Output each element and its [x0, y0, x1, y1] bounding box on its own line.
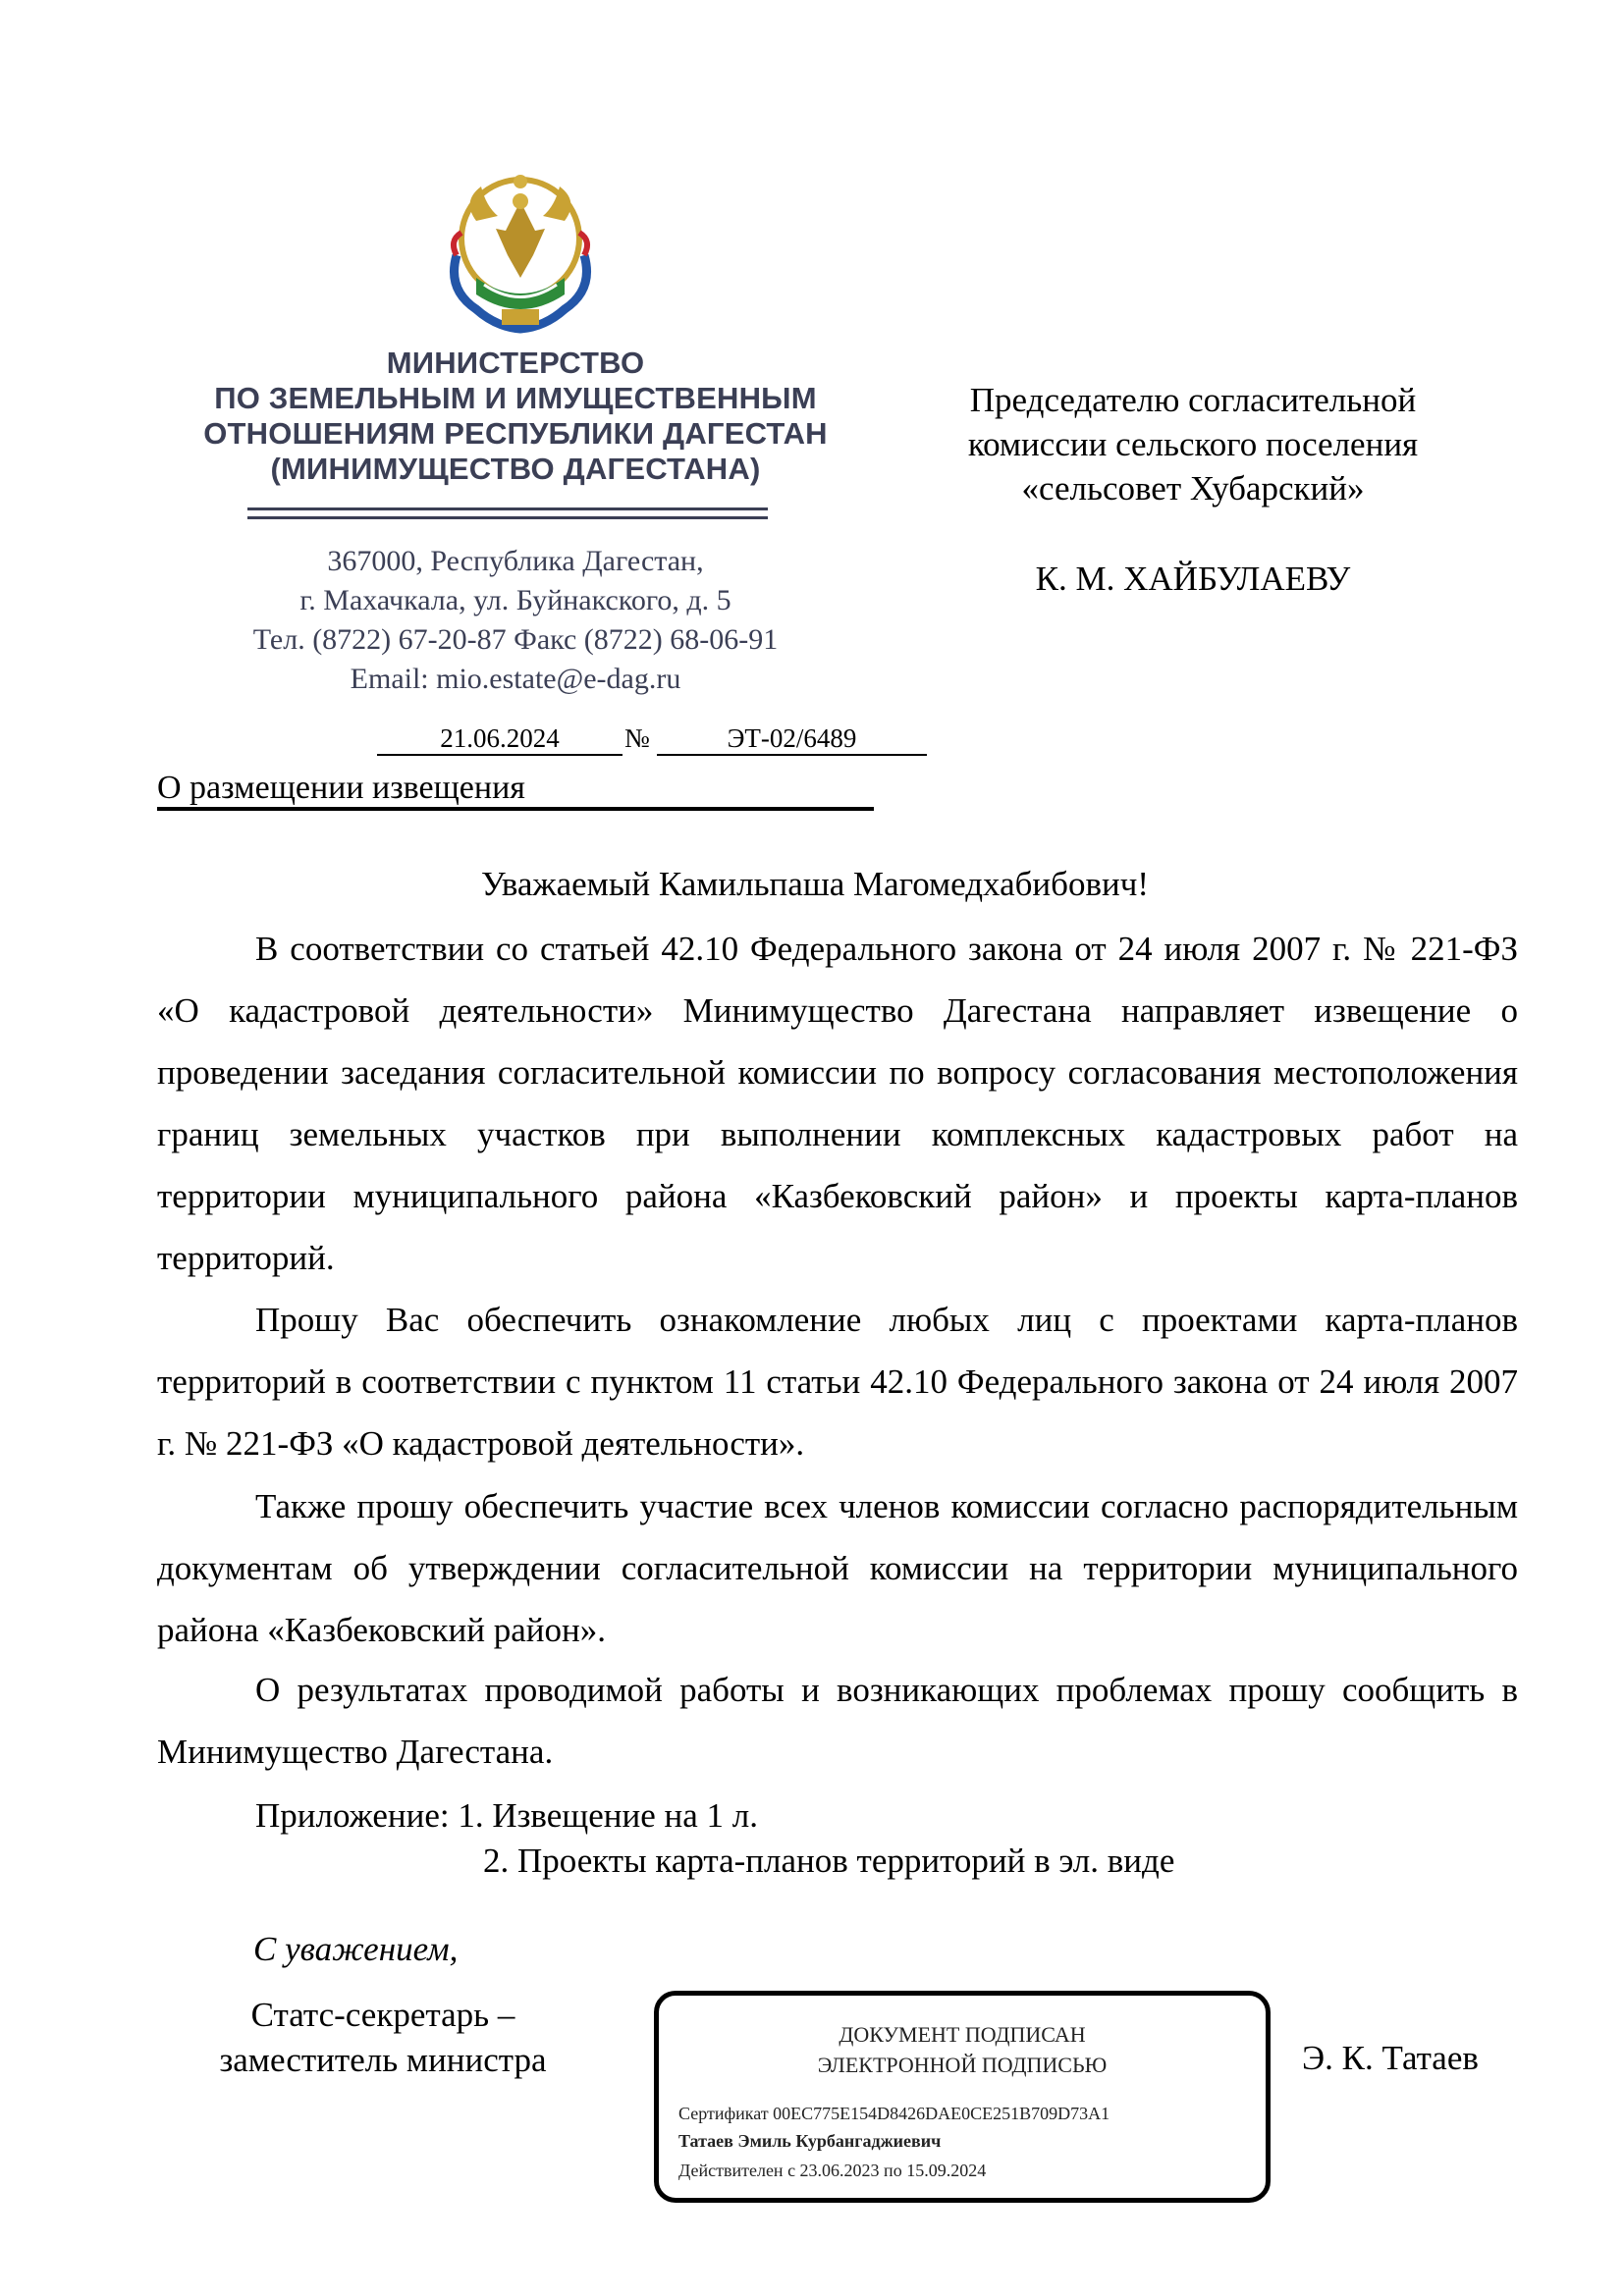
ministry-name [128, 346, 903, 487]
addressee-line: «сельсовет Хубарский» [1021, 469, 1365, 507]
body-paragraph: О результатах проводимой работы и возникающих проблемах прошу сообщить в Минимущество Дагестана. [157, 1671, 1518, 1771]
ministry-name-line: ОТНОШЕНИЯМ РЕСПУБЛИКИ ДАГЕСТАН [203, 416, 828, 451]
addressee-line: Председателю согласительной [969, 381, 1417, 419]
stamp-owner: Татаев Эмиль Курбангаджиевич [678, 2131, 942, 2151]
signer-name: Э. К. Татаев [1302, 2039, 1479, 2077]
dagestan-coat-of-arms-emblem [437, 162, 604, 339]
registration-date: 21.06.2024 [377, 722, 623, 756]
closing-salutation: С уважением, [253, 1930, 459, 1968]
signer-position-line: заместитель министра [219, 2041, 547, 2079]
greeting: Уважаемый Камильпаша Магомедхабибович! [481, 865, 1149, 903]
addressee-position [893, 378, 1492, 510]
letter-subject: О размещении извещения [157, 770, 874, 811]
ministry-address [128, 542, 903, 699]
address-line: Email: mio.estate@e-dag.ru [350, 663, 681, 695]
addressee-name: К. М. ХАЙБУЛАЕВУ [1035, 560, 1351, 598]
attachment-label: Приложение: 1. Извещение на 1 л. [255, 1796, 758, 1835]
attachment-item: 2. Проекты карта-планов территорий в эл. виде [483, 1842, 1175, 1880]
registration-number: ЭТ-02/6489 [657, 722, 927, 756]
body-paragraph: Также прошу обеспечить участие всех членов комиссии согласно распорядительным документам об утверждении согласительной комиссии на территории муниципального района «Казбековский район». [157, 1487, 1518, 1649]
address-line: 367000, Республика Дагестан, [327, 545, 704, 577]
signer-position-line: Статс-секретарь – [250, 1996, 515, 2034]
stamp-header [659, 2019, 1266, 2080]
registration-number-sign: № [624, 723, 650, 753]
stamp-header-line: ДОКУМЕНТ ПОДПИСАН [839, 2022, 1086, 2047]
address-line: г. Махачкала, ул. Буйнакского, д. 5 [299, 584, 731, 616]
ministry-name-line: ПО ЗЕМЕЛЬНЫМ И ИМУЩЕСТВЕННЫМ [214, 381, 817, 415]
header-divider-line [247, 507, 768, 510]
addressee-line: комиссии сельского поселения [967, 425, 1419, 463]
ministry-name-line: МИНИСТЕРСТВО [386, 346, 645, 380]
header-divider-line [247, 516, 768, 519]
address-line: Тел. (8722) 67-20-87 Факс (8722) 68-06-91 [252, 623, 779, 656]
stamp-header-line: ЭЛЕКТРОННОЙ ПОДПИСЬЮ [817, 2053, 1108, 2077]
electronic-signature-stamp [654, 1991, 1271, 2203]
stamp-validity: Действителен с 23.06.2023 по 15.09.2024 [678, 2161, 987, 2180]
registration-line [377, 722, 927, 762]
stamp-certificate: Сертификат 00EC775E154D8426DAE0CE251B709D73A1 [678, 2104, 1110, 2123]
ministry-name-line: (МИНИМУЩЕСТВО ДАГЕСТАНА) [270, 452, 761, 486]
signer-position [187, 1993, 579, 2083]
body-paragraph: В соответствии со статьей 42.10 Федерального закона от 24 июля 2007 г. № 221-ФЗ «О кадастровой деятельности» Минимущество Дагестана направляет извещение о проведении заседания согласительной комиссии по вопросу согласования местоположения границ земельных участков при выполнении комплексных кадастровых работ на территории муниципального района «Казбековский район» и проекты карта-планов территорий. [157, 930, 1518, 1277]
body-paragraph: Прошу Вас обеспечить ознакомление любых лиц с проектами карта-планов территорий в соответствии с пунктом 11 статьи 42.10 Федерального закона от 24 июля 2007 г. № 221-ФЗ «О кадастровой деятельности». [157, 1301, 1518, 1463]
